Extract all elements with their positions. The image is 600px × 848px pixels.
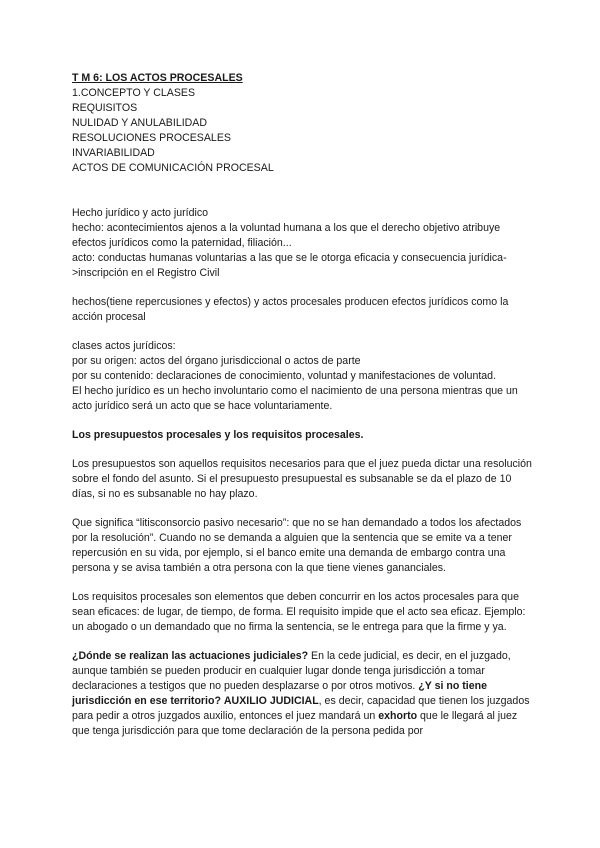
document-title: T M 6: LOS ACTOS PROCESALES bbox=[72, 72, 243, 84]
paragraph: Que significa “litisconsorcio pasivo necesario”: que no se han demandado a todos los afectados por la resolución”. Cuando no se demanda a alguien que la sentencia que se emite va a tener repercusión en su vida, por ejemplo, si el banco emite una demanda de embargo contra una persona y se avisa también a otra persona con la que tiene vienes gananciales. bbox=[72, 517, 522, 574]
topic-outline bbox=[72, 86, 534, 176]
section-heading: Hecho jurídico y acto jurídico bbox=[72, 207, 209, 219]
question: ¿Dónde se realizan las actuaciones judiciales? bbox=[72, 650, 309, 662]
paragraph: hecho: acontecimientos ajenos a la voluntad humana a los que el derecho objetivo atribuye efectos jurídicos como la paternidad, filiación... bbox=[72, 222, 501, 249]
paragraph-text: que le llegará al juez que tenga jurisdicción para que tome declaración de la persona pedida por bbox=[72, 710, 518, 737]
paragraph: por su contenido: declaraciones de conocimiento, voluntad y manifestaciones de voluntad. bbox=[72, 370, 497, 382]
outline-item: REQUISITOS bbox=[72, 102, 138, 114]
question: ¿Y si no tiene jurisdicción en ese territorio? bbox=[72, 680, 487, 707]
document-page bbox=[72, 71, 534, 739]
key-term: exhorto bbox=[378, 710, 418, 722]
outline-item: INVARIABILIDAD bbox=[72, 147, 155, 159]
paragraph: hechos(tiene repercusiones y efectos) y actos procesales producen efectos jurídicos como la acción procesal bbox=[72, 296, 509, 323]
outline-item: RESOLUCIONES PROCESALES bbox=[72, 132, 231, 144]
outline-item: ACTOS DE COMUNICACIÓN PROCESAL bbox=[72, 162, 274, 174]
paragraph: El hecho jurídico es un hecho involuntario como el nacimiento de una persona mientras que un acto jurídico será un acto que se hace voluntariamente. bbox=[72, 385, 518, 412]
outline-item: 1.CONCEPTO Y CLASES bbox=[72, 87, 196, 99]
paragraph bbox=[72, 649, 534, 739]
outline-item: NULIDAD Y ANULABILIDAD bbox=[72, 117, 208, 129]
paragraph: por su origen: actos del órgano jurisdiccional o actos de parte bbox=[72, 355, 361, 367]
section-heading: Los presupuestos procesales y los requisitos procesales. bbox=[72, 429, 364, 441]
paragraph: Los requisitos procesales son elementos que deben concurrir en los actos procesales para que sean eficaces: de lugar, de tiempo, de forma. El requisito impide que el acto sea eficaz. Ejemplo: un abogado o un demandado que no firma la sentencia, se le entrega para que la firme y ya. bbox=[72, 591, 526, 633]
paragraph-text: , es decir, capacidad que tienen los juzgados para pedir a otros juzgados auxilio, entonces el juez mandará un bbox=[72, 695, 530, 722]
paragraph: Los presupuestos son aquellos requisitos necesarios para que el juez pueda dictar una resolución sobre el fondo del asunto. Si el presupuesto presupuestal es subsanable se da el plazo de 10 días, si no es subsanable no hay plazo. bbox=[72, 458, 532, 500]
paragraph-text: En la cede judicial, es decir, en el juzgado, aunque también se pueden producir en cualquier lugar donde tenga jurisdicción a tomar declaraciones a testigos que no pueden desplazarse o por otros motivos. bbox=[72, 650, 511, 692]
paragraph: acto: conductas humanas voluntarias a las que se le otorga eficacia y consecuencia jurídica->inscripción en el Registro Civil bbox=[72, 252, 507, 279]
key-term: AUXILIO JUDICIAL bbox=[223, 695, 319, 707]
paragraph: clases actos jurídicos: bbox=[72, 340, 176, 352]
